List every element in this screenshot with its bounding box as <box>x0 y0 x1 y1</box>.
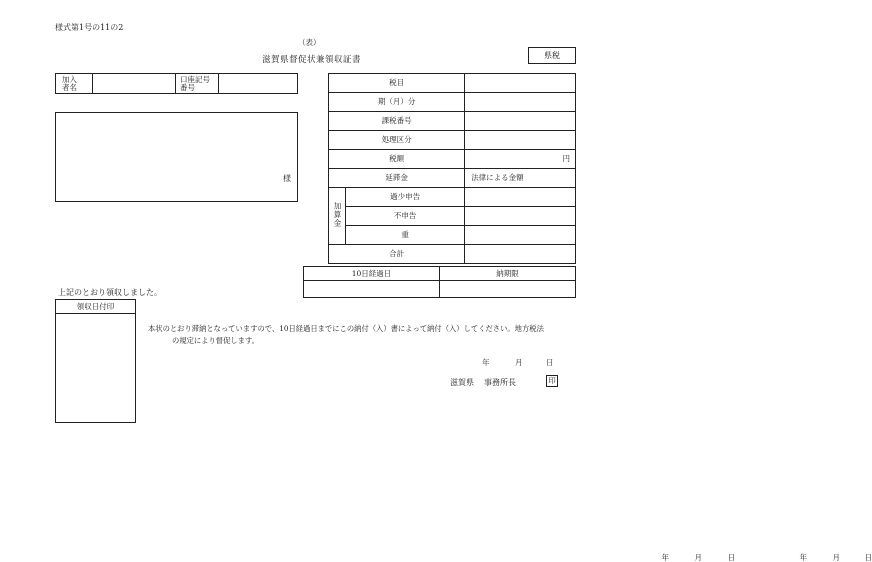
form-number: 様式第1号の11の2 <box>55 22 123 33</box>
tenth-day-header: 10日経過日 <box>304 267 440 281</box>
tax-type-label: 県税 <box>544 51 560 60</box>
date-year-unit: 年 <box>662 554 670 562</box>
official-seal <box>546 375 558 387</box>
tax-row-value[interactable] <box>465 112 576 131</box>
date-month-unit: 月 <box>833 554 841 562</box>
due-date-date[interactable] <box>440 281 576 298</box>
surcharge-row-label: 重 <box>346 226 465 245</box>
date-day-unit: 日 <box>865 554 872 562</box>
total-label: 合計 <box>329 245 465 264</box>
tenth-day-date[interactable] <box>304 281 440 298</box>
tax-row-label: 期（月）分 <box>329 93 465 112</box>
issue-year-unit: 年 <box>482 357 490 368</box>
tax-row-value[interactable] <box>465 74 576 93</box>
surcharge-row-value[interactable] <box>465 226 576 245</box>
date-year-unit: 年 <box>800 554 808 562</box>
received-statement: 上記のとおり領収しました。 <box>58 287 162 298</box>
receipt-stamp-label: 領収日付印 <box>56 300 135 314</box>
subscriber-name-label-line1: 加入 <box>62 76 92 84</box>
recipient-suffix: 様 <box>283 173 291 184</box>
surcharge-row-label: 過少申告 <box>346 188 465 207</box>
deadline-table <box>303 266 576 298</box>
surcharge-group-text: 加算金 <box>333 202 341 228</box>
issue-month-unit: 月 <box>515 357 523 368</box>
due-date-header: 納期限 <box>440 267 576 281</box>
subscriber-name-label-line2: 者名 <box>62 84 92 92</box>
tax-row-value[interactable] <box>465 131 576 150</box>
receipt-stamp-box[interactable] <box>55 299 136 423</box>
surcharge-row-value[interactable] <box>465 188 576 207</box>
surcharge-row-label: 不申告 <box>346 207 465 226</box>
official-seal-char: 印 <box>548 376 556 385</box>
surcharge-row-value[interactable] <box>465 207 576 226</box>
notice-line-2: の規定により督促します。 <box>172 336 259 346</box>
late-fee-value: 法律による金額 <box>465 169 576 188</box>
tax-type-box <box>528 47 576 64</box>
recipient-box[interactable] <box>55 112 298 202</box>
front-marker: （表） <box>298 37 321 48</box>
tax-row-label: 税目 <box>329 74 465 93</box>
date-month-unit: 月 <box>695 554 703 562</box>
notice-line-1: 本状のとおり滞納となっていますので、10日経過日までにこの納付（入）書によって納付（入）してください。地方税法 <box>148 324 544 334</box>
document-title: 滋賀県督促状兼領収証書 <box>262 53 361 65</box>
subscriber-table <box>55 73 298 94</box>
issuer-prefecture: 滋賀県 <box>450 377 474 388</box>
tax-row-label: 課税番号 <box>329 112 465 131</box>
surcharge-group-label <box>329 188 346 245</box>
account-number-label-line2: 番号 <box>180 84 218 92</box>
tax-detail-table <box>328 73 576 264</box>
account-number-label-line1: 口座記号 <box>180 76 218 84</box>
tax-amount-value[interactable]: 円 <box>465 150 576 169</box>
subscriber-name-field[interactable] <box>93 74 176 94</box>
issuer-office-chief: 事務所長 <box>484 377 516 388</box>
tax-row-value[interactable] <box>465 93 576 112</box>
total-value[interactable] <box>465 245 576 264</box>
tax-row-label: 処理区分 <box>329 131 465 150</box>
issue-day-unit: 日 <box>546 357 554 368</box>
tax-amount-label: 税額 <box>329 150 465 169</box>
late-fee-label: 延滞金 <box>329 169 465 188</box>
account-number-field[interactable] <box>219 74 298 94</box>
subscriber-name-label <box>56 74 93 94</box>
date-day-unit: 日 <box>728 554 736 562</box>
account-number-label <box>176 74 219 94</box>
